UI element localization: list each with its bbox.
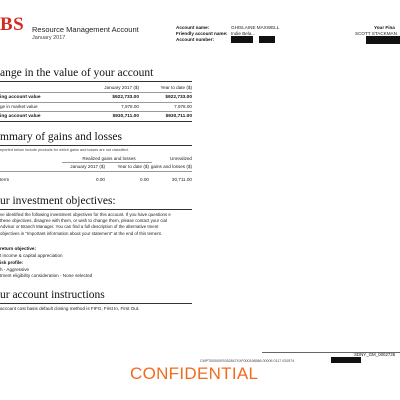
risk-profile-value: h - Aggressive	[0, 267, 30, 272]
return-objective-value: t income & capital appreciation	[0, 253, 63, 258]
objectives-paragraph: ve identified the following investment objectives for this account. If you have questions e these objectives, disagree with them, or wish to change them, please contact your cial Advisor or Branch Manager. You can find a full description of the alternative tment objectives in "Important information about your statement" at the end of this tement.	[0, 212, 171, 236]
table-row-label: term	[0, 177, 10, 182]
section-title-objectives: ur investment objectives:	[0, 195, 116, 207]
section-title-change-in-value: ange in the value of your account	[0, 67, 154, 79]
instructions-text: account cost basis default closing method is FIFO, First In, First Out.	[0, 306, 140, 311]
table-rule	[0, 121, 192, 122]
table-cell: 30,711.00	[171, 177, 192, 182]
table-cell: $930,711.00	[112, 114, 139, 119]
table-row-label: ing account value	[0, 95, 41, 100]
eligibility-value: tment eligibility consideration - None selected	[0, 273, 93, 278]
section-title-instructions: ur account instructions	[0, 289, 105, 301]
table-cell: $922,733.00	[112, 95, 139, 100]
realized-heading: Realized gains and losses	[82, 156, 136, 161]
return-objective-label: return objective:	[0, 246, 36, 251]
advisor-heading: Your Fina	[374, 25, 395, 30]
friendly-name-label: Friendly account name:	[176, 31, 228, 36]
table-cell: 0.00	[96, 177, 105, 182]
redaction-bar	[366, 36, 400, 44]
table-rule	[0, 102, 192, 103]
column-header: January 2017 ($)	[104, 85, 139, 90]
footer-document-code: CMPT000000S052847XXF000198586 00006 0117 020574	[200, 359, 295, 363]
section-title-gains-losses: mmary of gains and losses	[0, 131, 123, 143]
table-row-label: ge in market value	[0, 104, 38, 109]
account-name-value: GHISLAINE MAXWELL	[231, 25, 280, 30]
account-name-label: Account name:	[176, 25, 210, 30]
column-header: gains and losses ($)	[150, 164, 192, 169]
section-rule	[0, 81, 192, 82]
redaction-bar	[331, 357, 361, 363]
gains-note: eported below include products for which gains and losses are not classified.	[0, 148, 129, 152]
table-rule	[0, 111, 192, 112]
account-number-label: Account number:	[176, 37, 215, 42]
column-header: Year to date ($)	[117, 164, 149, 169]
column-header: Year to date ($)	[160, 85, 192, 90]
friendly-name-value: Indie Bela...	[231, 31, 256, 36]
risk-profile-label: isk profile:	[0, 260, 24, 265]
table-cell: 7,978.00	[174, 104, 192, 109]
advisor-name: SCOTT STACKMAN	[355, 31, 397, 36]
table-rule	[0, 171, 192, 172]
statement-date: January 2017	[32, 35, 66, 41]
table-rule	[0, 92, 192, 93]
table-cell: $930,711.00	[165, 114, 192, 119]
table-cell: $922,733.00	[165, 95, 192, 100]
company-logo: BS	[0, 14, 25, 35]
table-row-label: ing account value	[0, 114, 41, 119]
table-cell: 7,978.00	[121, 104, 139, 109]
confidential-stamp: CONFIDENTIAL	[130, 364, 259, 383]
table-rule	[62, 162, 152, 163]
bates-number: SDNY_GM_0002726	[354, 352, 396, 357]
table-cell: 0.00	[140, 177, 149, 182]
redaction-bar	[259, 36, 275, 43]
unrealized-heading: Unrealized	[170, 156, 192, 161]
column-header: January 2017 ($)	[70, 164, 105, 169]
section-rule	[0, 303, 192, 304]
section-rule	[0, 145, 192, 146]
document-title: Resource Management Account	[32, 25, 139, 34]
redaction-bar	[231, 36, 253, 43]
section-rule	[0, 209, 192, 210]
